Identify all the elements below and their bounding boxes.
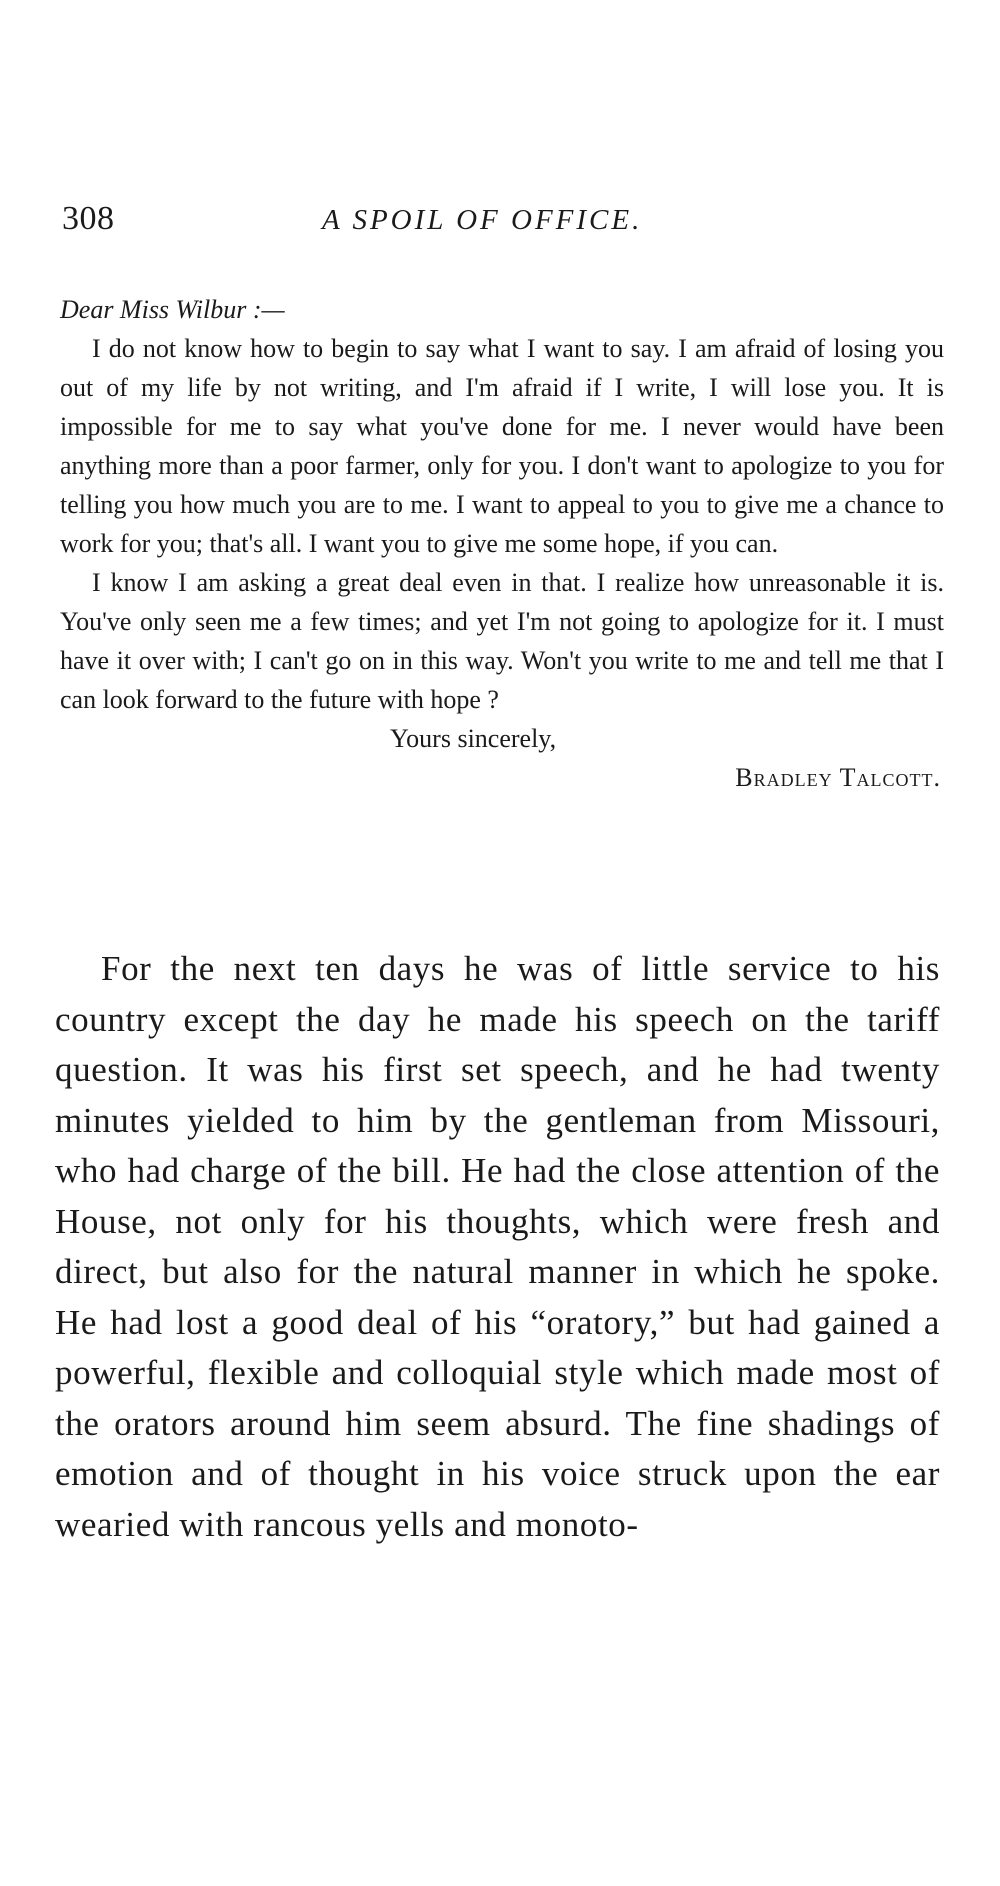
page-number: 308 xyxy=(62,200,115,237)
page-header xyxy=(62,200,942,240)
running-title: A SPOIL OF OFFICE. xyxy=(322,204,643,236)
letter-signature: Bradley Talcott. xyxy=(735,763,941,792)
letter-block xyxy=(60,290,944,797)
letter-salutation: Dear Miss Wilbur :— xyxy=(60,295,285,324)
letter-paragraph: I know I am asking a great deal even in that. I realize how unreasonable it is. You've only seen me a few times; and yet I'm not going to apologize for it. I must have it over with; I can't go on in this way. Won't you write to me and tell me that I can look forward to the future with hope ? xyxy=(60,568,944,714)
letter-closing: Yours sincerely, xyxy=(390,724,557,753)
narrative-paragraph: For the next ten days he was of little service to his country except the day he made his speech on the tariff question. It was his first set speech, and he had twenty minutes yielded to him by the gentleman from Missouri, who had charge of the bill. He had the close attention of the House, not only for his thoughts, which were fresh and direct, but also for the natural manner in which he spoke. He had lost a good deal of his “oratory,” but had gained a powerful, flexible and colloquial style which made most of the orators around him seem absurd. The fine shadings of emotion and of thought in his voice struck upon the ear wearied with rancous yells and monoto- xyxy=(55,949,940,1544)
letter-paragraph: I do not know how to begin to say what I want to say. I am afraid of losing you out of my life by not writing, and I'm afraid if I write, I will lose you. It is impossible for me to say what you've done for me. I never would have been anything more than a poor farmer, only for you. I don't want to apologize to you for telling you how much you are to me. I want to appeal to you to give me a chance to work for you; that's all. I want you to give me some hope, if you can. xyxy=(60,334,944,558)
narrative-text xyxy=(55,944,940,1550)
